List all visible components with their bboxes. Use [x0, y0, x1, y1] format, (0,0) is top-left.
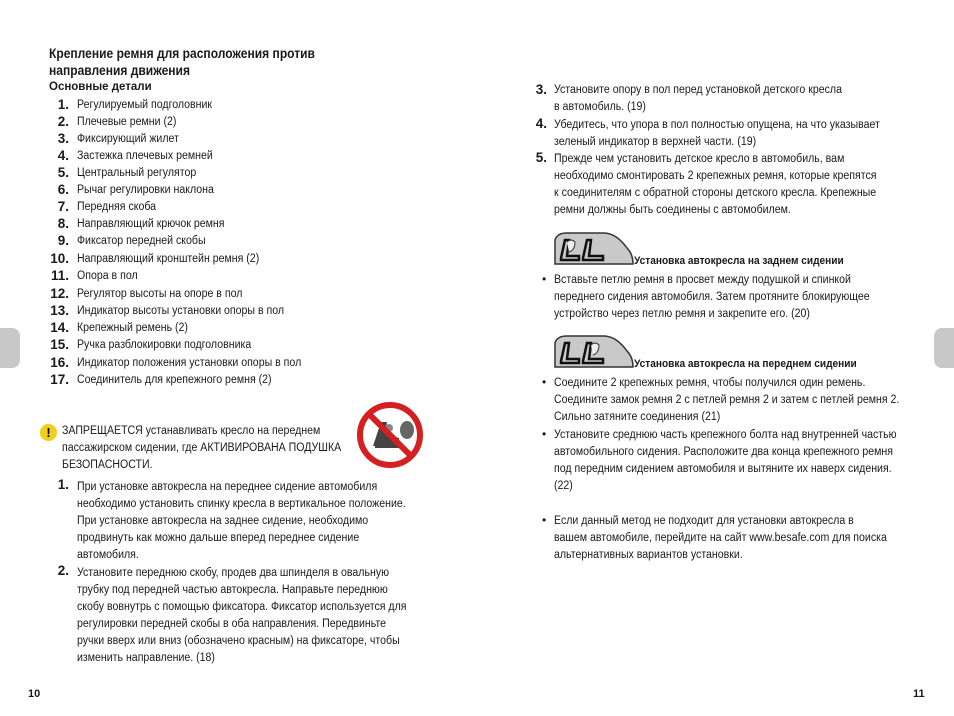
step-5-text: Прежде чем установить детское кресло в автомобиль, вам необходимо смонтировать 2 крепежных ремня, которые крепятся к соединителям с обратной стороны детского кресла. Крепежные ремни должны быть соединены с автомобилем. — [554, 153, 877, 216]
warning-icon: ! — [40, 424, 57, 441]
page-number-left: 10 — [28, 688, 41, 700]
left-edge-tab — [0, 328, 20, 368]
step-number: 3. — [535, 82, 547, 97]
note-text: Если данный метод не подходит для установки автокресла в вашем автомобиле, перейдите на сайт www.besafe.com для поиска альтернативных вариантов установки. — [554, 515, 887, 561]
step-number: 5. — [535, 150, 547, 165]
step-4-text: Убедитесь, что упора в пол полностью опущена, на что указывает зеленый индикатор в верхней части. (19) — [554, 119, 880, 148]
page-number-right: 11 — [913, 688, 925, 700]
step-number: 2. — [57, 563, 69, 578]
step-number: 1. — [57, 477, 69, 492]
right-edge-tab — [934, 328, 954, 368]
car-rear-seat-icon — [553, 230, 635, 268]
car-front-seat-icon — [553, 333, 635, 371]
bullet-mark: • — [542, 375, 547, 389]
front-bullet-1-text: Соедините 2 крепежных ремня, чтобы получился один ремень. Соедините замок ремня 2 с петлей ремня 2 и затем с петлей ремня 2. Сильно затяните соединения (21) — [554, 377, 900, 423]
front-bullet-2-text: Установите среднюю часть крепежного болта над внутренней частью автомобильного сидения. Расположите два конца крепежного ремня под передним сидением автомобиля и вытяните их наверх сидения. (22) — [554, 429, 897, 492]
warning-text: ЗАПРЕЩАЕТСЯ устанавливать кресло на переднем пассажирском сидении, где АКТИВИРОВАНА ПОДУШКА БЕЗОПАСНОСТИ. — [62, 425, 342, 471]
bullet-mark: • — [542, 272, 547, 286]
bullet-mark: • — [542, 427, 547, 441]
page-title — [49, 45, 341, 79]
step-number: 4. — [535, 116, 547, 131]
title-line-2: направления движения — [49, 62, 190, 78]
bullet-mark: • — [542, 513, 547, 527]
step-2-text: Установите переднюю скобу, продев два шпинделя в овальную трубку под передней частью автокресла. Направьте переднюю скобу вовнутрь с помощью фиксатора. Фиксатор используется для регулировки передней скобы в оба направления. Передвиньте ручки вверх или вниз (обозначено красным) на фиксаторе, чтобы изменить направление. (18) — [77, 567, 407, 664]
step-1-text: При установке автокресла на переднее сидение автомобиля необходимо установить спинку кресла в вертикальное положение. При установке автокресла на заднее сидение, необходимо продвинуть как можно дальше вперед переднее сидение автомобиля. — [77, 481, 406, 561]
title-line-1: Крепление ремня для расположения против — [49, 45, 315, 61]
parts-subtitle: Основные детали — [49, 81, 152, 93]
front-seat-heading: Установка автокресла на переднем сидении — [634, 358, 857, 370]
rear-bullet-1-text: Вставьте петлю ремня в просвет между подушкой и спинкой переднего сидения автомобиля. Затем протяните блокирующее устройство через петлю ремня и закрепите его. (20) — [554, 274, 870, 320]
step-3-text: Установите опору в пол перед установкой детского кресла в автомобиль. (19) — [554, 84, 842, 113]
no-airbag-icon — [355, 400, 425, 470]
rear-seat-heading: Установка автокресла на заднем сидении — [634, 255, 844, 267]
